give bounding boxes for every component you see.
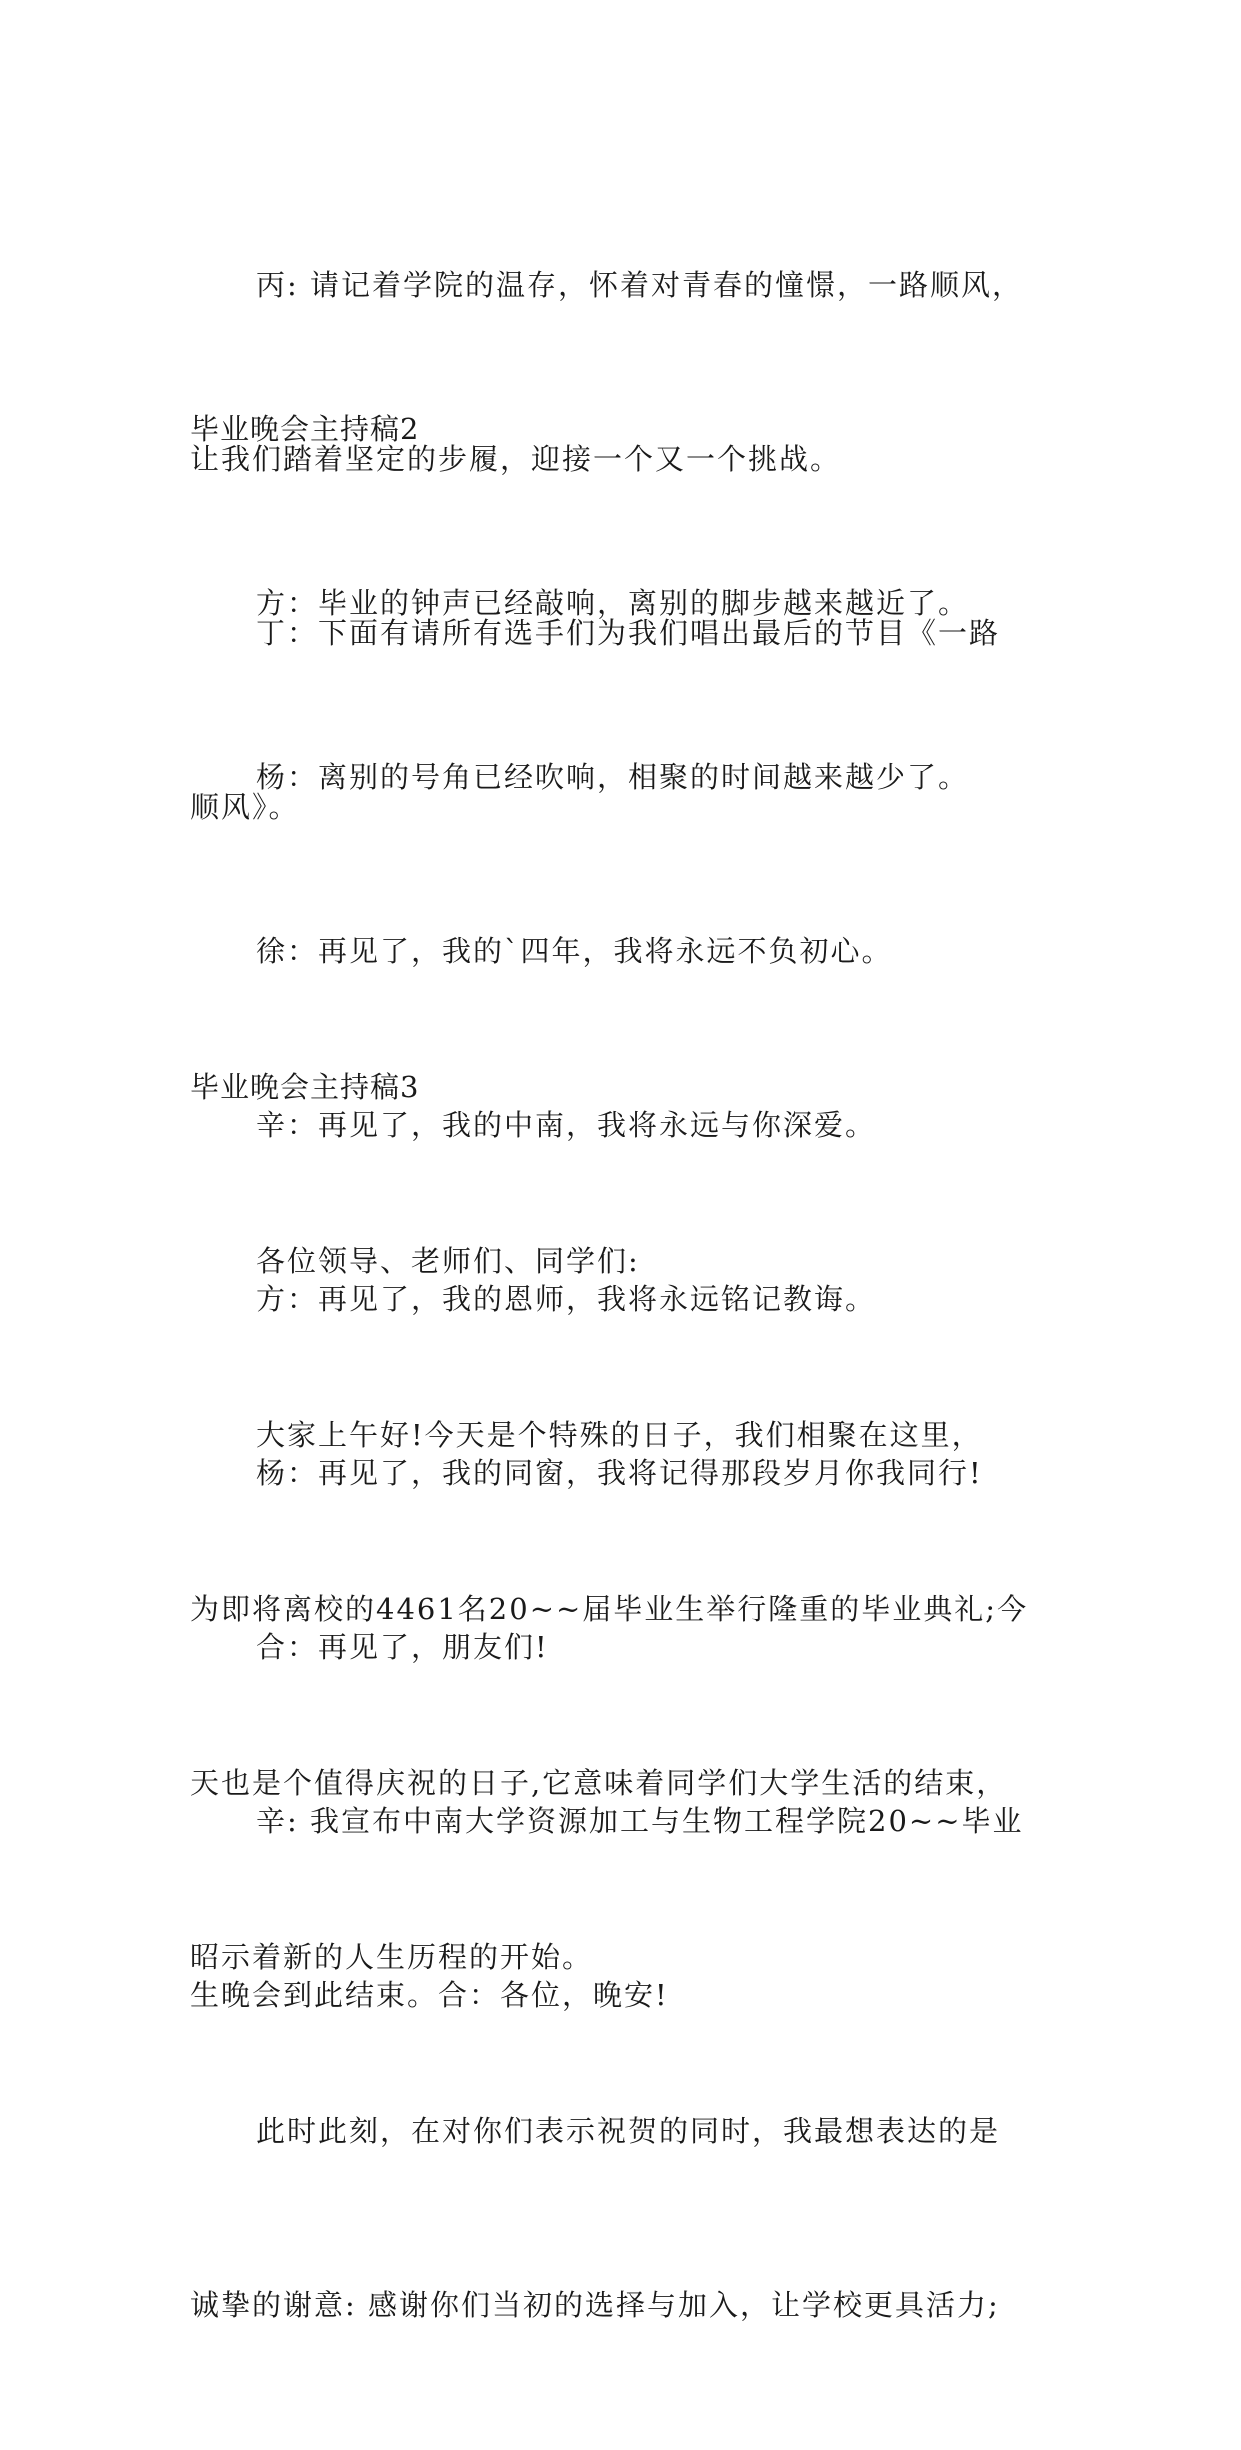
paragraph-line: 方：再见了，我的恩师，我将永远铭记教诲。 [256,1282,877,1316]
paragraph-line: 为即将离校的4461名20~~届毕业生举行隆重的毕业典礼;今 [190,1592,1029,1626]
paragraph-line: 丁：下面有请所有选手们为我们唱出最后的节目《一路 [256,616,1001,650]
paragraph-line: 顺风》。 [190,790,300,824]
paragraph-line: 大家上午好!今天是个特殊的日子，我们相聚在这里， [256,1418,983,1452]
paragraph-line: 天也是个值得庆祝的日子,它意味着同学们大学生活的结束， [190,1766,1008,1800]
paragraph-line: 徐：再见了，我的`四年，我将永远不负初心。 [256,934,893,968]
paragraph-line: 杨：再见了，我的同窗，我将记得那段岁月你我同行! [256,1456,983,1490]
paragraph-line: 生晚会到此结束。合：各位，晚安! [190,1978,669,2012]
paragraph-line: 杨：离别的号角已经吹响，相聚的时间越来越少了。 [256,760,970,794]
paragraph-line: 诚挚的谢意: 感谢你们当初的选择与加入，让学校更具活力; [190,2288,1000,2322]
paragraph-line: 此时此刻，在对你们表示祝贺的同时，我最想表达的是 [256,2114,1001,2148]
paragraph-line: 合：再见了，朋友们! [256,1630,549,1664]
paragraph-line: 方：毕业的钟声已经敲响，离别的脚步越来越近了。 [256,586,970,620]
paragraph-line: 辛: 我宣布中南大学资源加工与生物工程学院20~~毕业 [256,1804,1024,1838]
section3-body [190,1116,1050,2450]
section3-heading: 毕业晚会主持稿3 [190,1070,420,1104]
paragraph-line: 让我们踏着坚定的步履，迎接一个又一个挑战。 [190,442,842,476]
paragraph-line: 昭示着新的人生历程的开始。 [190,1940,594,1974]
paragraph-line: 各位领导、老师们、同学们: [256,1244,640,1278]
paragraph-line: 丙: 请记着学院的温存，怀着对青春的憧憬，一路顺风， [256,268,1023,302]
paragraph-line: 辛：再见了，我的中南，我将永远与你深爱。 [256,1108,877,1142]
section2-heading: 毕业晚会主持稿2 [190,412,420,446]
